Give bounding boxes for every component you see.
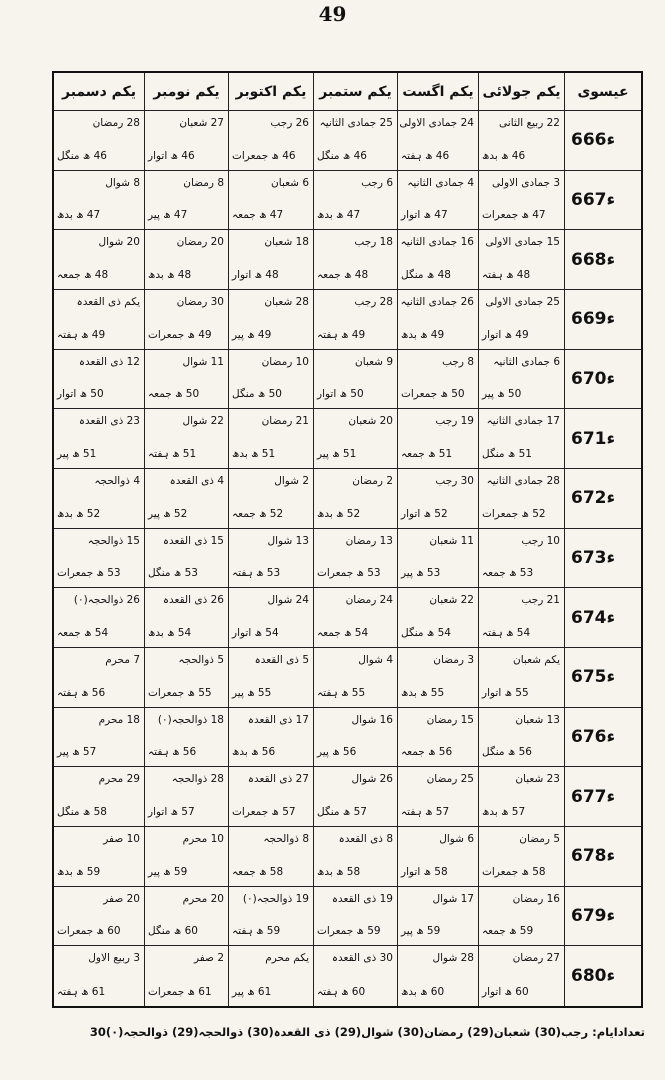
date-cell (228, 230, 313, 290)
hijri-year-weekday: 56 ھ پیر (317, 746, 357, 759)
date-cell (228, 887, 313, 947)
hijri-date: 27 ذی القعدہ (247, 773, 309, 786)
date-cell (144, 708, 228, 768)
hijri-date: 26 شوال (351, 773, 393, 786)
hijri-date: 12 ذی القعدہ (78, 355, 140, 368)
date-cell (54, 469, 144, 529)
hijri-date: 30 ذی القعدہ (331, 952, 393, 965)
hijri-year-weekday: 58 ھ اتوار (401, 865, 448, 878)
hijri-date: یکم ذی القعدہ (76, 296, 140, 308)
hijri-year-weekday: 54 ھ جمعہ (57, 627, 109, 639)
hijri-date: 15 رمضان (426, 713, 474, 726)
hijri-date: 5 ذوالحجہ (178, 654, 224, 666)
hijri-date: 9 شعبان (355, 355, 393, 368)
date-cell (144, 827, 228, 887)
date-cell (313, 887, 397, 947)
date-cell (478, 350, 564, 410)
year-cell: 677ء (564, 767, 641, 827)
date-cell (54, 648, 144, 708)
hijri-year-weekday: 49 ھ اتوار (482, 328, 529, 341)
month-column-header: یکم نومبر (144, 73, 228, 111)
hijri-year-weekday: 50 ھ پیر (482, 388, 522, 401)
date-cell (54, 111, 144, 171)
hijri-year-weekday: 47 ھ پیر (148, 209, 188, 222)
hijri-year-weekday: 51 ھ بدھ (232, 448, 276, 460)
date-cell (54, 350, 144, 410)
hijri-year-weekday: 50 ھ اتوار (317, 388, 364, 401)
year-cell: 680ء (564, 946, 641, 1006)
hijri-date: 20 رمضان (176, 236, 224, 249)
hijri-year-weekday: 57 ھ پیر (57, 746, 97, 759)
date-cell (478, 827, 564, 887)
year-cell: 669ء (564, 290, 641, 350)
date-cell (313, 946, 397, 1006)
hijri-year-weekday: 56 ھ ہفتہ (57, 686, 106, 699)
hijri-year-weekday: 53 ھ جمعرات (317, 567, 381, 580)
date-cell (397, 708, 478, 768)
hijri-date: 15 ذوالحجہ (87, 534, 140, 547)
hijri-year-weekday: 53 ھ پیر (401, 567, 441, 580)
hijri-year-weekday: 51 ھ پیر (317, 448, 357, 460)
hijri-date: 28 رمضان (92, 117, 140, 129)
hijri-date: 15 جمادی الاولی (485, 236, 560, 249)
year-cell: 674ء (564, 588, 641, 648)
date-cell (313, 350, 397, 410)
hijri-date: 18 محرم (98, 713, 140, 726)
hijri-year-weekday: 58 ھ جمعہ (232, 865, 284, 878)
date-cell (313, 111, 397, 171)
date-cell (144, 946, 228, 1006)
date-cell (478, 648, 564, 708)
hijri-date: 2 رمضان (352, 475, 393, 487)
year-cell: 673ء (564, 529, 641, 589)
hijri-year-weekday: 61 ھ جمعرات (148, 986, 212, 998)
hijri-date: 25 جمادی الاولی (485, 296, 560, 308)
year-cell: 679ء (564, 887, 641, 947)
date-cell (144, 529, 228, 589)
hijri-date: 20 شوال (98, 236, 140, 249)
hijri-date: 20 صفر (103, 892, 140, 905)
date-cell (228, 529, 313, 589)
hijri-date: 4 شوال (358, 654, 393, 666)
hijri-date: 28 شعبان (264, 296, 309, 308)
year-cell: 670ء (564, 350, 641, 410)
date-cell (144, 290, 228, 350)
date-cell (144, 887, 228, 947)
date-cell (144, 648, 228, 708)
month-column-header: یکم جولائی (478, 73, 564, 111)
hijri-date: 8 ذوالحجہ (263, 833, 309, 845)
date-cell (144, 767, 228, 827)
hijri-year-weekday: 48 ھ جمعہ (57, 269, 109, 281)
hijri-date: 6 جمادی الثانیہ (493, 355, 560, 368)
date-cell (478, 946, 564, 1006)
hijri-year-weekday: 60 ھ منگل (148, 925, 198, 938)
hijri-date: 10 رمضان (261, 355, 309, 368)
hijri-date: 26 رجب (270, 117, 309, 129)
hijri-year-weekday: 47 ھ جمعرات (482, 209, 546, 222)
date-cell (478, 111, 564, 171)
date-cell (54, 708, 144, 768)
hijri-date: 23 شعبان (515, 773, 560, 786)
hijri-year-weekday: 56 ھ منگل (482, 746, 532, 759)
date-cell (54, 529, 144, 589)
hijri-year-weekday: 49 ھ جمعرات (148, 328, 212, 341)
hijri-date: 16 جمادی الثانیہ (400, 236, 474, 249)
hijri-date: 26 جمادی الثانیہ (400, 296, 474, 308)
date-cell (228, 290, 313, 350)
hijri-date: 24 جمادی الاولی (399, 117, 474, 129)
hijri-year-weekday: 46 ھ منگل (57, 149, 107, 162)
hijri-date: 27 رمضان (512, 952, 560, 965)
date-cell (228, 708, 313, 768)
date-cell (478, 887, 564, 947)
hijri-date: 24 رمضان (345, 594, 393, 607)
hijri-date: 26 ذوالحجہ(٠) (73, 594, 140, 607)
date-cell (397, 469, 478, 529)
hijri-date: 4 ذوالحجہ (94, 475, 140, 487)
hijri-year-weekday: 46 ھ منگل (317, 149, 367, 162)
hijri-year-weekday: 54 ھ بدھ (148, 627, 192, 639)
page-number: 49 (318, 2, 347, 26)
hijri-year-weekday: 51 ھ منگل (482, 448, 532, 460)
hijri-year-weekday: 55 ھ پیر (232, 686, 272, 699)
hijri-date: 28 رجب (354, 296, 393, 308)
hijri-date: 28 ذوالحجہ (171, 773, 224, 786)
hijri-year-weekday: 53 ھ منگل (148, 567, 198, 580)
date-cell (144, 588, 228, 648)
date-cell (313, 767, 397, 827)
hijri-year-weekday: 56 ھ ہفتہ (148, 746, 197, 759)
hijri-gregorian-calendar-table (52, 71, 643, 1008)
hijri-year-weekday: 54 ھ منگل (401, 627, 451, 639)
hijri-year-weekday: 50 ھ اتوار (57, 388, 104, 401)
hijri-year-weekday: 46 ھ ہفتہ (401, 149, 450, 162)
date-cell (478, 171, 564, 231)
hijri-year-weekday: 59 ھ پیر (401, 925, 441, 938)
date-cell (313, 290, 397, 350)
hijri-date: 22 شوال (182, 415, 224, 428)
date-cell (397, 171, 478, 231)
hijri-date: 19 رجب (435, 415, 474, 428)
month-column-header: یکم دسمبر (54, 73, 144, 111)
date-cell (228, 648, 313, 708)
year-cell: 666ء (564, 111, 641, 171)
hijri-date: 6 شعبان (271, 176, 309, 189)
hijri-date: 13 شوال (267, 534, 309, 547)
hijri-year-weekday: 59 ھ ہفتہ (232, 925, 281, 938)
hijri-date: 20 شعبان (348, 415, 393, 428)
hijri-year-weekday: 58 ھ منگل (57, 806, 107, 818)
hijri-date: 3 رمضان (433, 654, 474, 666)
hijri-year-weekday: 46 ھ بدھ (482, 149, 526, 162)
hijri-year-weekday: 52 ھ جمعہ (232, 507, 284, 520)
year-cell: 678ء (564, 827, 641, 887)
hijri-date: 24 شوال (267, 594, 309, 607)
date-cell (478, 290, 564, 350)
hijri-year-weekday: 49 ھ بدھ (401, 328, 445, 341)
hijri-date: 4 جمادی الثانیہ (407, 176, 474, 189)
hijri-year-weekday: 57 ھ اتوار (148, 806, 195, 818)
date-cell (54, 588, 144, 648)
hijri-date: 15 ذی القعدہ (162, 534, 224, 547)
year-column-header: عیسوی (564, 73, 641, 111)
date-cell (228, 946, 313, 1006)
hijri-year-weekday: 55 ھ اتوار (482, 686, 529, 699)
month-column-header: یکم اگست (397, 73, 478, 111)
hijri-date: 29 محرم (98, 773, 140, 786)
hijri-year-weekday: 51 ھ جمعہ (401, 448, 453, 460)
hijri-date: 28 جمادی الثانیہ (486, 475, 560, 487)
date-cell (54, 230, 144, 290)
hijri-year-weekday: 56 ھ جمعہ (401, 746, 453, 759)
date-cell (313, 648, 397, 708)
hijri-date: 2 صفر (193, 952, 224, 965)
hijri-date: 18 ذوالحجہ(٠) (157, 713, 224, 726)
hijri-year-weekday: 52 ھ بدھ (57, 507, 101, 520)
hijri-year-weekday: 48 ھ بدھ (148, 269, 192, 281)
date-cell (144, 230, 228, 290)
hijri-year-weekday: 48 ھ ہفتہ (482, 269, 531, 281)
days-count-note: تعدادایام: رجب(30) شعبان(29) رمضان(30) شوال(29) ذی القعدہ(30) ذوالحجہ(29) ذوالحجہ(٠)30 (89, 1025, 645, 1039)
date-cell (478, 767, 564, 827)
hijri-year-weekday: 53 ھ ہفتہ (232, 567, 281, 580)
hijri-year-weekday: 51 ھ پیر (57, 448, 97, 460)
hijri-date: 16 شوال (351, 713, 393, 726)
date-cell (313, 171, 397, 231)
hijri-year-weekday: 52 ھ اتوار (401, 507, 448, 520)
date-cell (478, 230, 564, 290)
hijri-date: 22 شعبان (429, 594, 474, 607)
year-cell: 675ء (564, 648, 641, 708)
date-cell (54, 767, 144, 827)
date-cell (54, 290, 144, 350)
hijri-date: 21 رمضان (261, 415, 309, 428)
date-cell (478, 469, 564, 529)
hijri-year-weekday: 57 ھ بدھ (482, 806, 526, 818)
hijri-date: 10 رجب (521, 534, 560, 547)
month-column-header: یکم ستمبر (313, 73, 397, 111)
date-cell (478, 708, 564, 768)
hijri-year-weekday: 48 ھ اتوار (232, 269, 279, 281)
date-cell (313, 827, 397, 887)
hijri-date: 13 شعبان (515, 713, 560, 726)
hijri-year-weekday: 51 ھ ہفتہ (148, 448, 197, 460)
date-cell (144, 350, 228, 410)
hijri-year-weekday: 54 ھ اتوار (232, 627, 279, 639)
hijri-date: 13 رمضان (345, 534, 393, 547)
hijri-year-weekday: 52 ھ جمعرات (482, 507, 546, 520)
date-cell (313, 409, 397, 469)
hijri-date: 5 ذی القعدہ (254, 654, 309, 666)
hijri-date: 18 رجب (354, 236, 393, 249)
hijri-date: 19 ذوالحجہ(٠) (242, 892, 309, 905)
hijri-date: 6 رجب (361, 176, 393, 189)
hijri-date: 17 ذی القعدہ (247, 713, 309, 726)
date-cell (228, 469, 313, 529)
hijri-year-weekday: 47 ھ اتوار (401, 209, 448, 222)
hijri-year-weekday: 55 ھ جمعرات (148, 686, 212, 699)
hijri-year-weekday: 53 ھ جمعہ (482, 567, 534, 580)
date-cell (397, 409, 478, 469)
hijri-date: 8 شوال (105, 176, 140, 189)
date-cell (397, 887, 478, 947)
hijri-year-weekday: 46 ھ جمعرات (232, 149, 296, 162)
hijri-year-weekday: 60 ھ جمعرات (57, 925, 121, 938)
hijri-year-weekday: 50 ھ جمعہ (148, 388, 200, 401)
date-cell (478, 409, 564, 469)
hijri-date: 10 صفر (103, 833, 140, 845)
hijri-year-weekday: 59 ھ جمعرات (317, 925, 381, 938)
date-cell (228, 767, 313, 827)
hijri-year-weekday: 48 ھ منگل (401, 269, 451, 281)
hijri-year-weekday: 47 ھ بدھ (317, 209, 361, 222)
hijri-date: 22 ربیع الثانی (499, 117, 560, 129)
hijri-date: 20 محرم (182, 892, 224, 905)
date-cell (478, 529, 564, 589)
date-cell (144, 171, 228, 231)
hijri-year-weekday: 55 ھ بدھ (401, 686, 445, 699)
hijri-year-weekday: 54 ھ جمعہ (317, 627, 369, 639)
date-cell (228, 409, 313, 469)
date-cell (397, 230, 478, 290)
hijri-date: 2 شوال (274, 475, 309, 487)
hijri-year-weekday: 57 ھ جمعرات (232, 806, 296, 818)
hijri-year-weekday: 60 ھ بدھ (401, 986, 445, 998)
hijri-date: یکم محرم (265, 952, 309, 965)
hijri-year-weekday: 57 ھ منگل (317, 806, 367, 818)
hijri-year-weekday: 61 ھ ہفتہ (57, 986, 106, 998)
hijri-date: 3 ربیع الاول (88, 952, 140, 965)
hijri-year-weekday: 50 ھ جمعرات (401, 388, 465, 401)
hijri-year-weekday: 49 ھ ہفتہ (57, 328, 106, 341)
hijri-date: 17 شوال (432, 892, 474, 905)
hijri-date: 26 ذی القعدہ (162, 594, 224, 607)
hijri-year-weekday: 52 ھ پیر (148, 507, 188, 520)
hijri-year-weekday: 60 ھ اتوار (482, 986, 529, 998)
hijri-date: 6 شوال (439, 833, 474, 845)
hijri-date: 30 رجب (435, 475, 474, 487)
hijri-year-weekday: 61 ھ پیر (232, 986, 272, 998)
year-cell: 667ء (564, 171, 641, 231)
date-cell (54, 171, 144, 231)
hijri-year-weekday: 56 ھ بدھ (232, 746, 276, 759)
date-cell (313, 230, 397, 290)
hijri-date: 8 رمضان (183, 176, 224, 189)
hijri-date: 8 رجب (442, 355, 474, 368)
date-cell (228, 350, 313, 410)
year-cell: 671ء (564, 409, 641, 469)
hijri-date: 11 شوال (182, 355, 224, 368)
hijri-year-weekday: 58 ھ بدھ (317, 865, 361, 878)
hijri-year-weekday: 58 ھ جمعرات (482, 865, 546, 878)
date-cell (397, 350, 478, 410)
hijri-year-weekday: 59 ھ جمعہ (482, 925, 534, 938)
hijri-date: 30 رمضان (176, 296, 224, 308)
hijri-year-weekday: 54 ھ ہفتہ (482, 627, 531, 639)
hijri-date: 16 رمضان (512, 892, 560, 905)
date-cell (228, 111, 313, 171)
hijri-year-weekday: 47 ھ بدھ (57, 209, 101, 222)
hijri-year-weekday: 47 ھ جمعہ (232, 209, 284, 222)
hijri-date: 8 ذی القعدہ (338, 833, 393, 845)
year-cell: 672ء (564, 469, 641, 529)
hijri-date: 10 محرم (182, 833, 224, 845)
hijri-year-weekday: 52 ھ بدھ (317, 507, 361, 520)
hijri-year-weekday: 49 ھ ہفتہ (317, 328, 366, 341)
hijri-date: 25 رمضان (426, 773, 474, 786)
date-cell (313, 708, 397, 768)
year-cell: 676ء (564, 708, 641, 768)
hijri-year-weekday: 60 ھ ہفتہ (317, 986, 366, 998)
hijri-year-weekday: 55 ھ ہفتہ (317, 686, 366, 699)
date-cell (144, 111, 228, 171)
hijri-year-weekday: 59 ھ پیر (148, 865, 188, 878)
date-cell (313, 529, 397, 589)
date-cell (228, 588, 313, 648)
hijri-year-weekday: 59 ھ بدھ (57, 865, 101, 878)
hijri-date: یکم شعبان (513, 654, 560, 666)
date-cell (54, 409, 144, 469)
date-cell (397, 827, 478, 887)
hijri-year-weekday: 46 ھ اتوار (148, 149, 195, 162)
date-cell (397, 767, 478, 827)
hijri-date: 18 شعبان (264, 236, 309, 249)
date-cell (397, 290, 478, 350)
date-cell (397, 111, 478, 171)
hijri-date: 27 شعبان (179, 117, 224, 129)
hijri-year-weekday: 50 ھ منگل (232, 388, 282, 401)
hijri-year-weekday: 49 ھ پیر (232, 328, 272, 341)
date-cell (397, 946, 478, 1006)
date-cell (54, 887, 144, 947)
date-cell (397, 648, 478, 708)
hijri-date: 11 شعبان (429, 534, 474, 547)
date-cell (397, 529, 478, 589)
date-cell (228, 827, 313, 887)
date-cell (478, 588, 564, 648)
month-column-header: یکم اکتوبر (228, 73, 313, 111)
hijri-date: 4 ذی القعدہ (169, 475, 224, 487)
hijri-year-weekday: 48 ھ جمعہ (317, 269, 369, 281)
hijri-date: 5 رمضان (519, 833, 560, 845)
hijri-date: 19 ذی القعدہ (331, 892, 393, 905)
date-cell (228, 171, 313, 231)
year-cell: 668ء (564, 230, 641, 290)
hijri-date: 25 جمادی الثانیہ (319, 117, 393, 129)
hijri-year-weekday: 53 ھ جمعرات (57, 567, 121, 580)
date-cell (313, 588, 397, 648)
hijri-date: 7 محرم (105, 654, 140, 666)
hijri-date: 23 ذی القعدہ (78, 415, 140, 428)
date-cell (397, 588, 478, 648)
hijri-date: 3 جمادی الاولی (492, 176, 560, 189)
hijri-year-weekday: 57 ھ ہفتہ (401, 806, 450, 818)
hijri-date: 21 رجب (521, 594, 560, 607)
date-cell (144, 469, 228, 529)
hijri-date: 28 شوال (432, 952, 474, 965)
date-cell (313, 469, 397, 529)
date-cell (54, 827, 144, 887)
date-cell (144, 409, 228, 469)
hijri-date: 17 جمادی الثانیہ (486, 415, 560, 428)
date-cell (54, 946, 144, 1006)
